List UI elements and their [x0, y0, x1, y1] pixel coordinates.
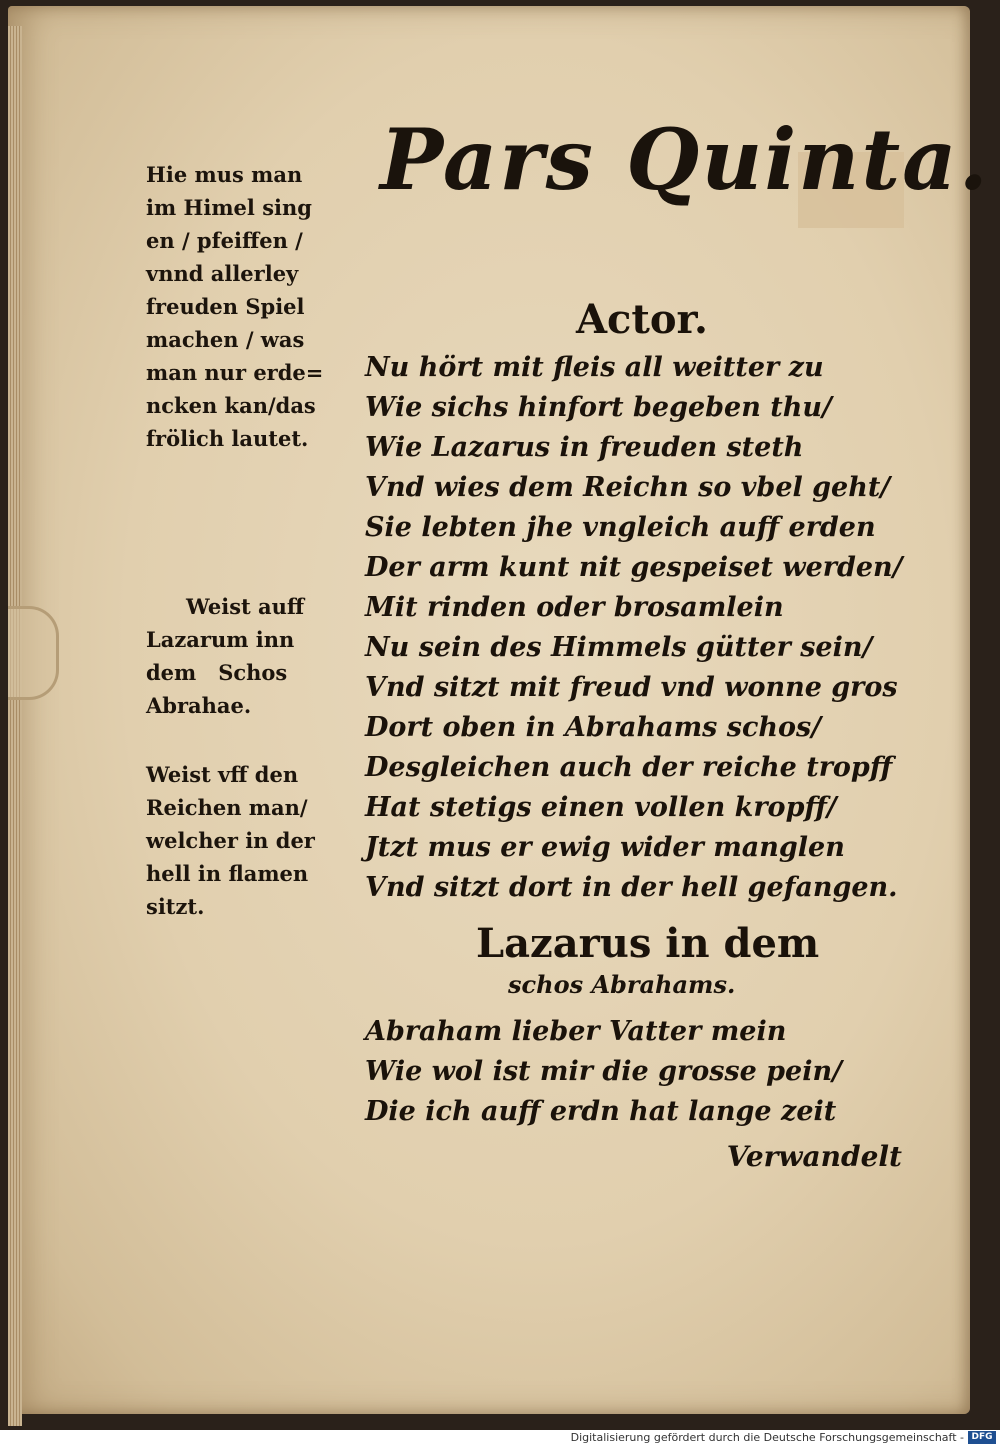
verse-line: Sie lebten jhe vngleich auff erden [365, 512, 876, 543]
digitization-footer [0, 1430, 1000, 1446]
marginal-line: dem Schos [146, 660, 288, 685]
speaker-heading-actor: Actor. [576, 296, 708, 343]
marginal-note-3 [146, 758, 315, 923]
marginal-line: ncken kan/das [146, 393, 316, 418]
funding-credit: Digitalisierung gefördert durch die Deutsche Forschungsgemeinschaft - [570, 1431, 964, 1444]
verse-line: Nu hört mit fleis all weitter zu [365, 352, 824, 383]
verse-line: Der arm kunt nit gespeiset werden/ [365, 552, 903, 583]
verse-line: Die ich auff erdn hat lange zeit [365, 1096, 837, 1127]
marginal-line: Weist auff [186, 594, 305, 619]
verse-line: Wie sichs hinfort begeben thu/ [365, 392, 832, 423]
marginal-line: freuden Spiel [146, 294, 305, 319]
verse-line: Wie wol ist mir die grosse pein/ [365, 1056, 842, 1087]
marginal-line: im Himel sing [146, 195, 312, 220]
marginal-line: sitzt. [146, 894, 205, 919]
verse-line: Vnd wies dem Reichn so vbel geht/ [365, 472, 891, 503]
marginal-line: vnnd allerley [146, 261, 299, 286]
verse-line: Vnd sitzt dort in der hell gefangen. [365, 872, 898, 903]
marginal-line: frölich lautet. [146, 426, 309, 451]
marginal-line: hell in flamen [146, 861, 309, 886]
dfg-logo: DFG [968, 1431, 996, 1444]
verse-line: Mit rinden oder brosamlein [365, 592, 784, 623]
speaker-heading-lazarus: Lazarus in dem [476, 920, 820, 967]
marginal-line: welcher in der [146, 828, 315, 853]
verse-line: Vnd sitzt mit freud vnd wonne gros [365, 672, 898, 703]
verse-line: Abraham lieber Vatter mein [365, 1016, 787, 1047]
marginal-line: man nur erde= [146, 360, 324, 385]
marginal-line: machen / was [146, 327, 305, 352]
marginal-note-2 [146, 590, 304, 722]
speaker-subheading-lazarus: schos Abrahams. [508, 970, 736, 999]
verse-line: Nu sein des Himmels gütter sein/ [365, 632, 873, 663]
marginal-line: en / pfeiffen / [146, 228, 303, 253]
verse-line: Hat stetigs einen vollen kropff/ [365, 792, 837, 823]
bookmark-clasp [8, 606, 59, 700]
marginal-line: Weist vff den [146, 762, 299, 787]
verse-line: Wie Lazarus in freuden steth [365, 432, 804, 463]
verse-line: Jtzt mus er ewig wider manglen [365, 832, 845, 863]
marginal-line: Hie mus man [146, 162, 303, 187]
marginal-line: Abrahae. [146, 693, 252, 718]
page-edges [8, 26, 22, 1426]
marginal-note-1 [146, 158, 323, 455]
catchword: Verwandelt [726, 1140, 902, 1173]
marginal-line: Reichen man/ [146, 795, 308, 820]
verse-block-2 [365, 1012, 842, 1132]
verse-line: Dort oben in Abrahams schos/ [365, 712, 822, 743]
verse-block-1 [365, 348, 903, 908]
page-title: Pars Quinta. [380, 110, 990, 209]
marginal-line: Lazarum inn [146, 627, 295, 652]
verse-line: Desgleichen auch der reiche tropff [365, 752, 893, 783]
